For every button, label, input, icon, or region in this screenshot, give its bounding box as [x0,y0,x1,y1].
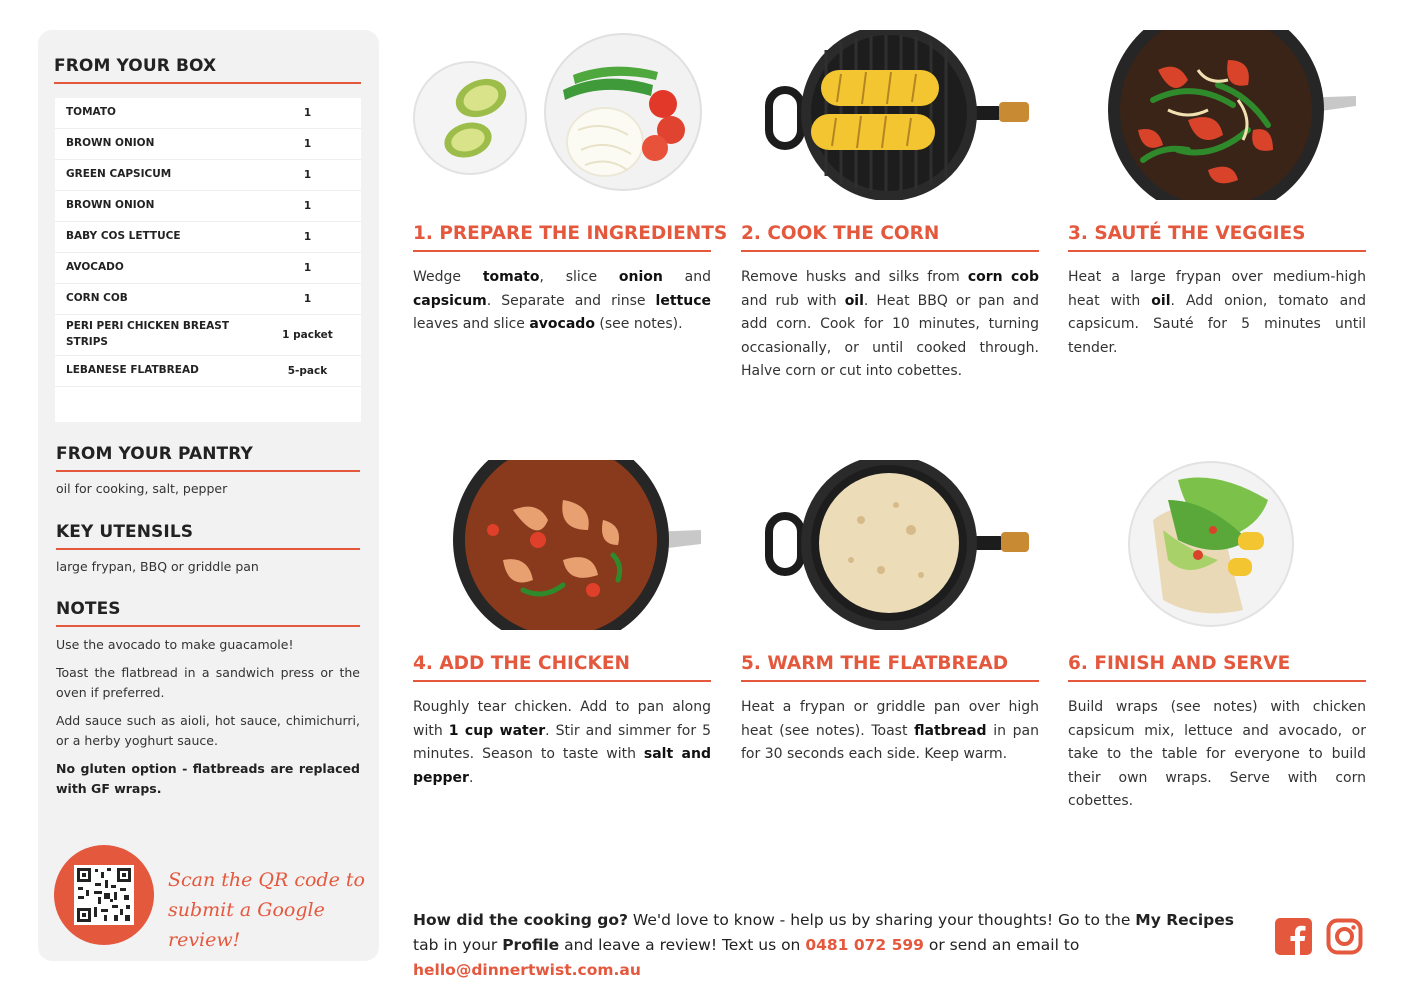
qr-caption-line: Scan the QR code to [168,869,365,891]
step-body: Wedge tomato, slice onion and capsicum. Separate and rinse lettuce leaves and slice avocado (see notes). [413,269,711,332]
step-title: 3. SAUTÉ THE VEGGIES [1068,223,1366,252]
note-item: Add sauce such as aioli, hot sauce, chimichurri, or a herby yoghurt sauce. [56,713,360,748]
step-image-4 [413,460,711,630]
ingredient-qty: 1 [303,107,312,119]
sidebar-panel [38,30,379,961]
note-item: Toast the flatbread in a sandwich press or the oven if preferred. [56,665,360,700]
table-row [55,222,361,253]
step-body: Roughly tear chicken. Add to pan along with 1 cup water. Stir and simmer for 5 minutes. Season to taste with salt and pepper. [413,699,712,786]
table-row [55,253,361,284]
ingredient-qty: 1 [303,200,312,212]
qr-code-icon[interactable] [74,865,134,925]
ingredient-qty: 1 [303,138,312,150]
notes-list [56,635,360,807]
table-row [55,191,361,222]
ingredient-qty: 1 [303,293,312,305]
ingredient-name: PERI PERI CHICKEN BREAST STRIPS [66,320,230,348]
utensils-text: large frypan, BBQ or griddle pan [56,559,259,574]
table-row [55,129,361,160]
note-item: Use the avocado to make guacamole! [56,637,294,652]
step-image-3 [1068,30,1366,200]
step-body: Remove husks and silks from corn cob and rub with oil. Heat BBQ or pan and add corn. Cook for 10 minutes, turning occasionally, or until cooked through. Halve corn or cut into cobettes. [741,269,1039,379]
table-row [55,356,361,387]
step-title: 2. COOK THE CORN [741,223,1039,252]
step-body: Build wraps (see notes) with chicken capsicum mix, lettuce and avocado, or take to the table for everyone to build their own wraps. Serve with corn cobettes. [1068,699,1366,809]
ingredient-name: BROWN ONION [66,137,155,150]
table-row [55,284,361,315]
ingredient-name: TOMATO [66,106,116,119]
step-title: 4. ADD THE CHICKEN [413,653,711,682]
step-title: 1. PREPARE THE INGREDIENTS [413,223,711,252]
step-image-1 [413,30,711,200]
key-utensils-title: KEY UTENSILS [56,522,360,550]
ingredient-name: GREEN CAPSICUM [66,168,172,181]
table-row [55,160,361,191]
ingredient-name: AVOCADO [66,261,124,274]
step-body: Heat a large frypan over medium-high heat with oil. Add onion, tomato and capsicum. Sauté for 5 minutes until tender. [1068,269,1366,356]
ingredients-table [55,98,361,422]
review-footer: How did the cooking go? We'd love to know - help us by sharing your thoughts! Go to the My Recipes tab in your Profile and leave a review! Text us on 0481 072 599 or send an email to hello@dinnertwist.com.au [413,911,1234,979]
ingredient-name: BABY COS LETTUCE [66,230,181,243]
facebook-icon[interactable] [1275,918,1312,955]
qr-caption-line: submit a Google review! [168,899,325,951]
notes-title: NOTES [56,599,360,627]
phone-link[interactable]: 0481 072 599 [805,936,924,954]
step-title: 6. FINISH AND SERVE [1068,653,1366,682]
ingredient-qty: 1 [303,169,312,181]
ingredient-qty: 1 packet [282,329,333,341]
from-your-pantry-title: FROM YOUR PANTRY [56,444,360,472]
ingredient-name: LEBANESE FLATBREAD [66,364,199,377]
pantry-text: oil for cooking, salt, pepper [56,481,228,496]
ingredient-name: BROWN ONION [66,199,155,212]
email-link[interactable]: hello@dinnertwist.com.au [413,961,641,979]
table-row [55,315,361,356]
step-title: 5. WARM THE FLATBREAD [741,653,1039,682]
step-body: Heat a frypan or griddle pan over high heat (see notes). Toast flatbread in pan for 30 seconds each side. Keep warm. [741,699,1039,762]
qr-badge[interactable] [54,845,154,945]
from-your-box-title: FROM YOUR BOX [54,56,361,84]
ingredient-qty: 5-pack [287,365,328,377]
ingredient-name: CORN COB [66,292,128,305]
qr-caption [168,865,368,955]
step-image-2 [741,30,1039,200]
instagram-icon[interactable] [1326,918,1363,955]
ingredient-qty: 1 [303,262,312,274]
step-image-6 [1068,460,1366,630]
ingredient-qty: 1 [303,231,312,243]
table-row [55,98,361,129]
note-item: No gluten option - flatbreads are replaced with GF wraps. [56,761,360,796]
step-image-5 [741,460,1039,630]
